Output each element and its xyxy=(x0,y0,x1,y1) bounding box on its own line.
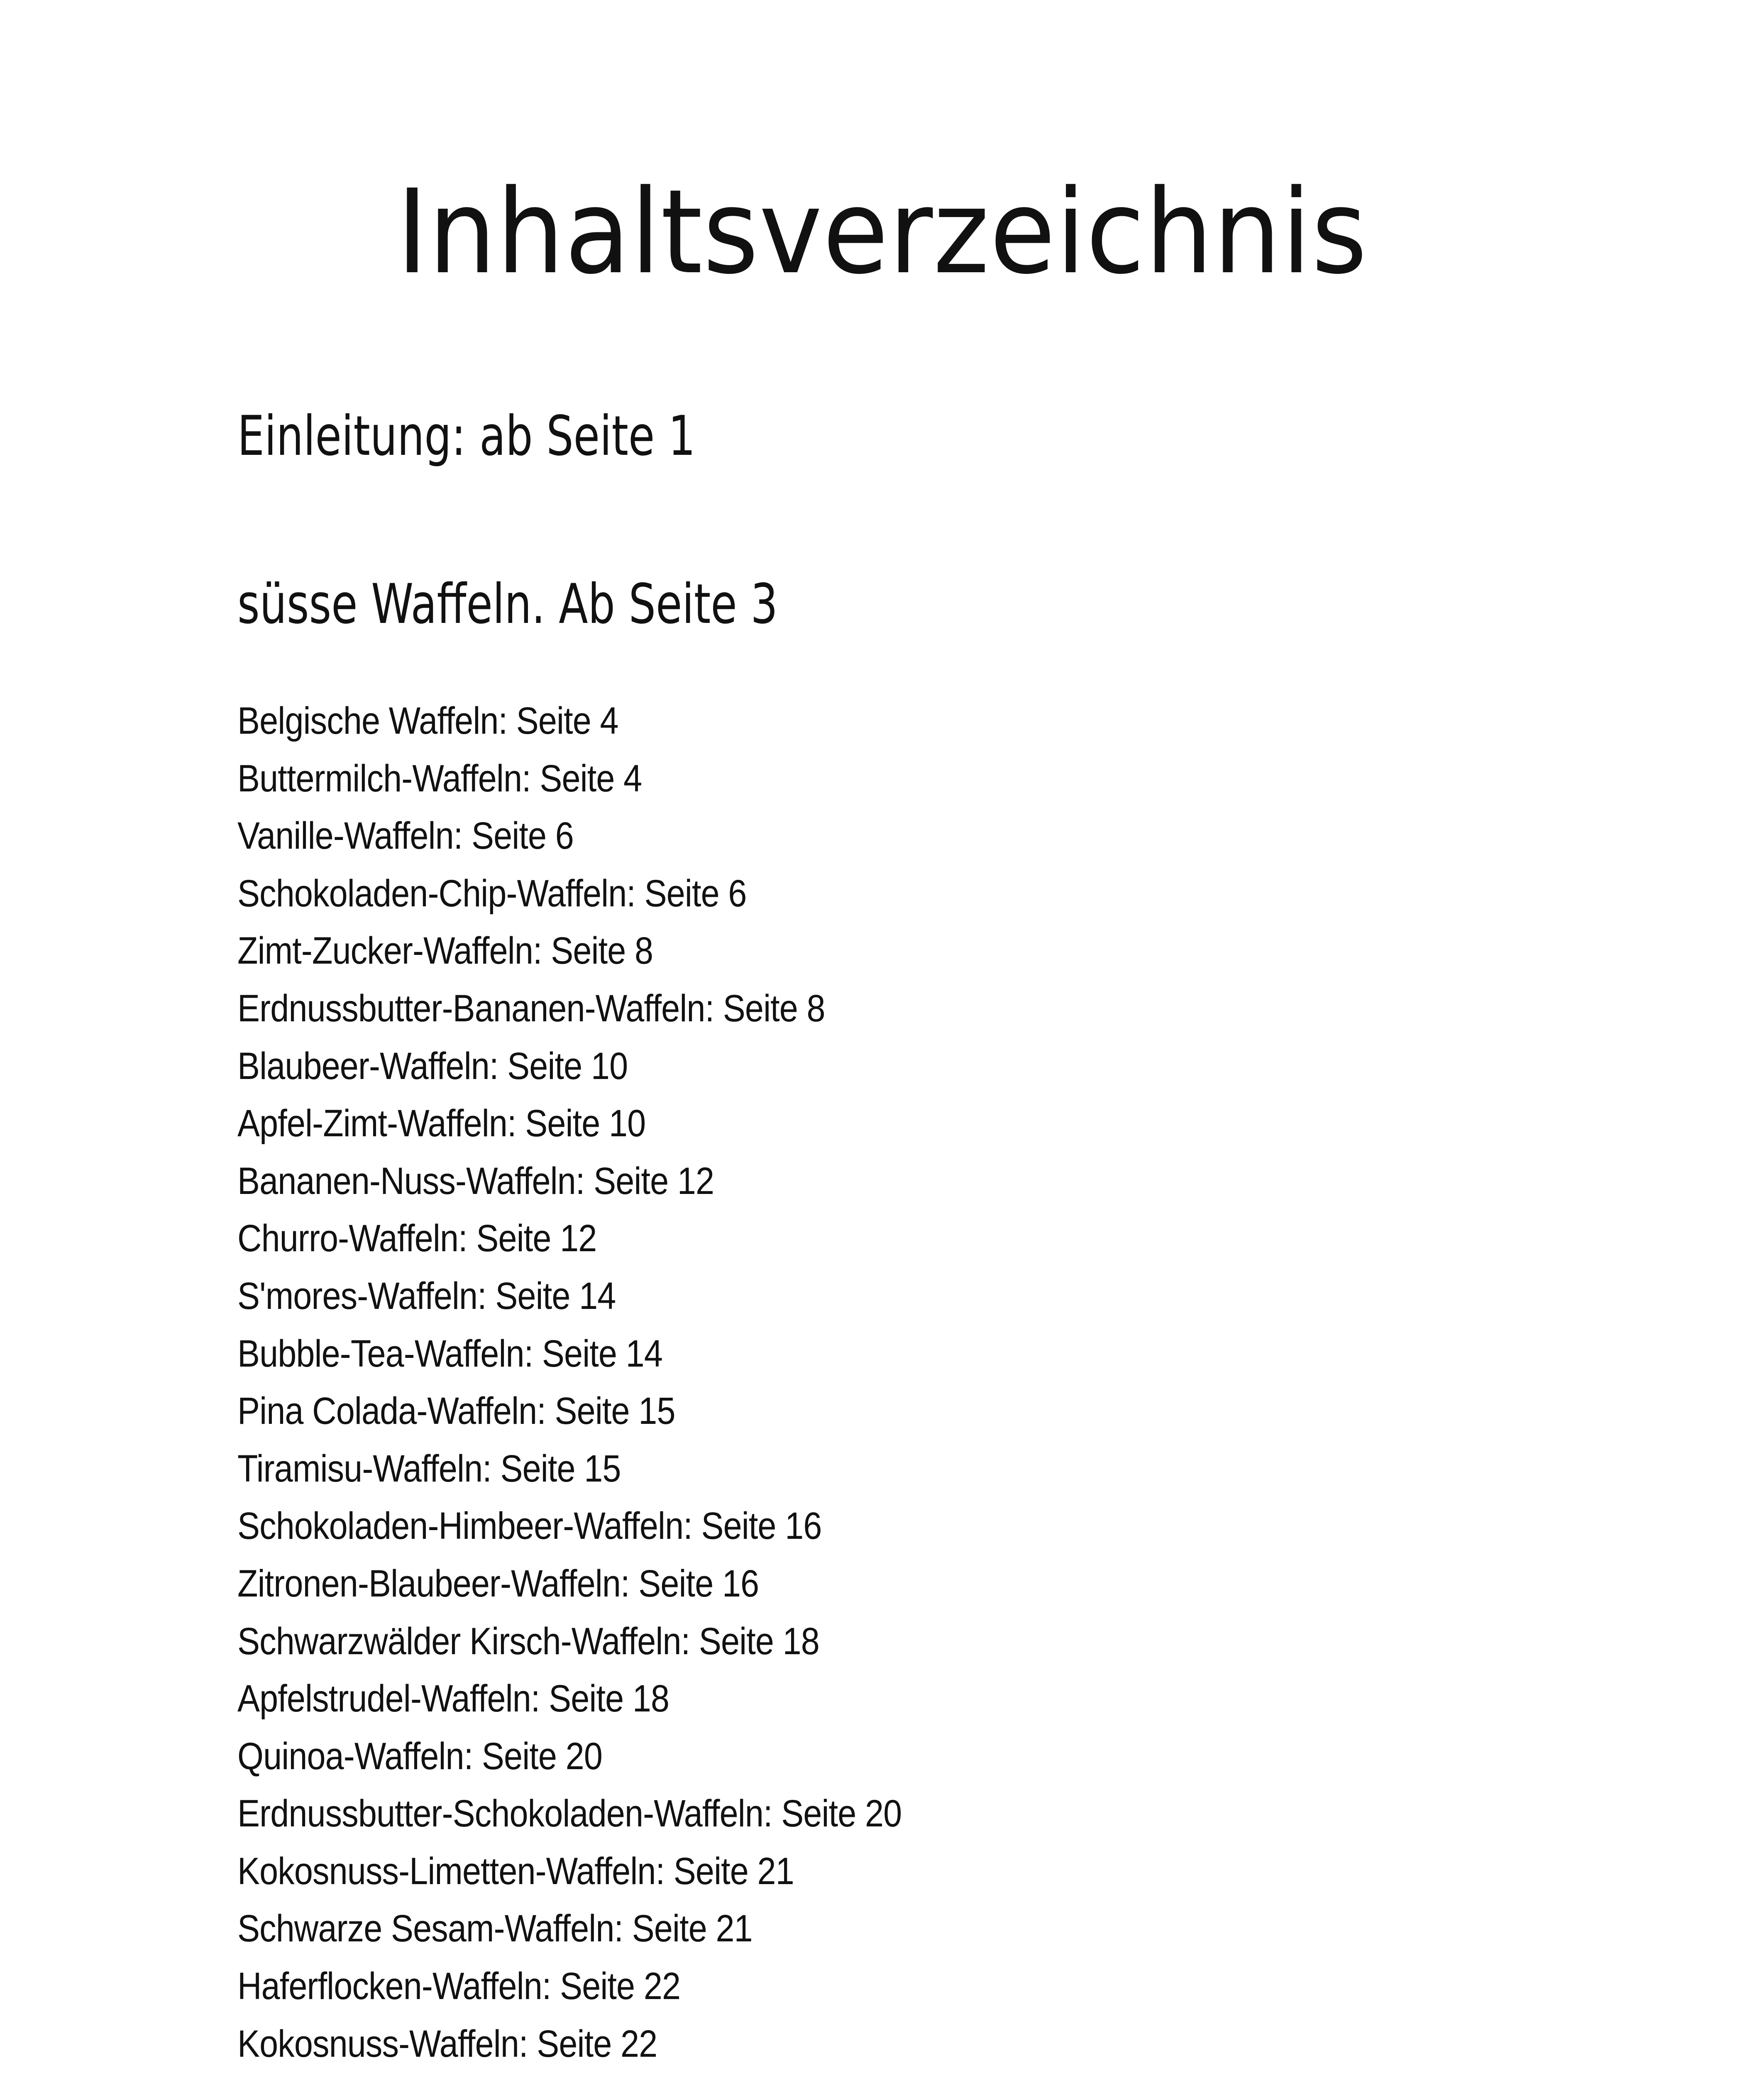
toc-item: Erdnussbutter-Schokoladen-Waffeln: Seite 20 xyxy=(237,1792,902,1835)
toc-item: Belgische Waffeln: Seite 4 xyxy=(237,700,618,742)
toc-item: Schokoladen-Chip-Waffeln: Seite 6 xyxy=(237,872,747,915)
toc-item: Buttermilch-Waffeln: Seite 4 xyxy=(237,757,642,800)
toc-item: Schwarzwälder Kirsch-Waffeln: Seite 18 xyxy=(237,1620,819,1662)
toc-item: Quinoa-Waffeln: Seite 20 xyxy=(237,1735,602,1777)
toc-item: Bubble-Tea-Waffeln: Seite 14 xyxy=(237,1332,662,1375)
toc-item: Churro-Waffeln: Seite 12 xyxy=(237,1217,597,1260)
toc-item: Schokoladen-Himbeer-Waffeln: Seite 16 xyxy=(237,1505,822,1548)
sweet-waffles-heading: süsse Waffeln. Ab Seite 3 xyxy=(237,572,778,636)
toc-item: Kokosnuss-Waffeln: Seite 22 xyxy=(237,2022,657,2065)
toc-item: Vanille-Waffeln: Seite 6 xyxy=(237,815,574,857)
toc-list xyxy=(237,692,992,2073)
toc-item: Apfelstrudel-Waffeln: Seite 18 xyxy=(237,1677,669,1720)
toc-item: Apfel-Zimt-Waffeln: Seite 10 xyxy=(237,1102,646,1145)
intro-heading: Einleitung: ab Seite 1 xyxy=(237,404,696,468)
toc-item: Schwarze Sesam-Waffeln: Seite 21 xyxy=(237,1907,753,1950)
toc-item: Zimt-Zucker-Waffeln: Seite 8 xyxy=(237,930,653,972)
page-title: Inhaltsverzeichnis xyxy=(396,165,1368,300)
toc-item: Kokosnuss-Limetten-Waffeln: Seite 21 xyxy=(237,1850,794,1892)
toc-item: Bananen-Nuss-Waffeln: Seite 12 xyxy=(237,1160,714,1202)
toc-item: Erdnussbutter-Bananen-Waffeln: Seite 8 xyxy=(237,987,825,1030)
toc-item: S'mores-Waffeln: Seite 14 xyxy=(237,1274,616,1317)
toc-item: Tiramisu-Waffeln: Seite 15 xyxy=(237,1447,621,1490)
toc-item: Zitronen-Blaubeer-Waffeln: Seite 16 xyxy=(237,1562,759,1605)
toc-item: Pina Colada-Waffeln: Seite 15 xyxy=(237,1390,675,1433)
toc-item: Haferflocken-Waffeln: Seite 22 xyxy=(237,1965,681,2008)
toc-item: Blaubeer-Waffeln: Seite 10 xyxy=(237,1045,628,1087)
